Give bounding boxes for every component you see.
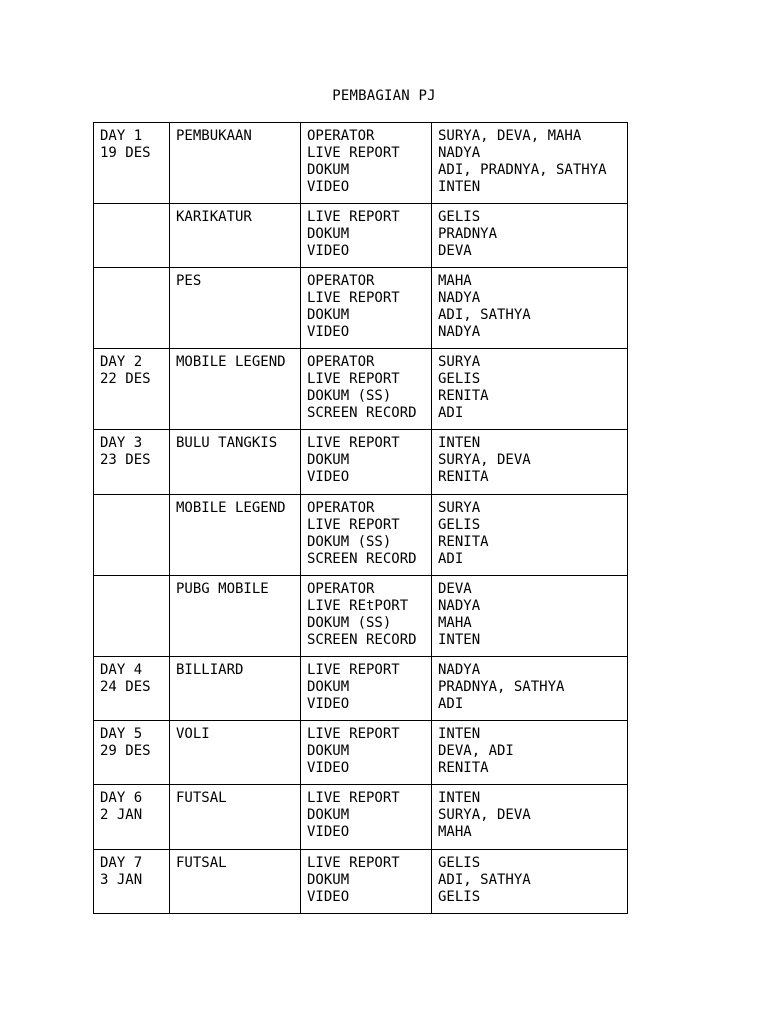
crew-cell-line: SURYA, DEVA [438, 452, 531, 468]
crew-cell-line: MAHA [438, 615, 472, 631]
task-cell [301, 657, 432, 721]
task-cell [301, 785, 432, 850]
crew-cell-line: INTEN [438, 790, 481, 806]
task-cell [301, 495, 432, 576]
task-cell-line: LIVE REPORT [307, 517, 400, 533]
crew-cell-line: DEVA [438, 243, 472, 259]
crew-cell-line: NADYA [438, 662, 481, 678]
day-cell-line: 2 JAN [100, 807, 143, 823]
event-cell [170, 268, 301, 349]
crew-cell-line: SURYA, DEVA, MAHA [438, 128, 582, 144]
day-cell [94, 850, 170, 914]
task-cell-line: DOKUM [307, 743, 350, 759]
task-cell-line: OPERATOR [307, 273, 375, 289]
day-cell [94, 268, 170, 349]
day-cell [94, 576, 170, 657]
crew-cell-line: GELIS [438, 371, 481, 387]
crew-cell-line: SURYA [438, 500, 481, 516]
day-cell-line: DAY 1 [100, 128, 143, 144]
task-cell-line: DOKUM (SS) [307, 388, 392, 404]
crew-cell-line: ADI [438, 405, 464, 421]
task-cell-line: OPERATOR [307, 354, 375, 370]
task-cell [301, 204, 432, 268]
crew-cell-line: NADYA [438, 145, 481, 161]
crew-cell [432, 204, 628, 268]
event-name: PES [176, 273, 202, 289]
crew-cell-line: MAHA [438, 824, 472, 840]
crew-cell-line: DEVA [438, 581, 472, 597]
task-cell-line: DOKUM [307, 226, 350, 242]
task-cell-line: LIVE REPORT [307, 662, 400, 678]
task-cell-line: VIDEO [307, 760, 350, 776]
task-cell-line: LIVE REPORT [307, 371, 400, 387]
event-name: MOBILE LEGEND [176, 500, 286, 516]
crew-cell-line: GELIS [438, 855, 481, 871]
task-cell [301, 123, 432, 204]
task-cell-line: LIVE REtPORT [307, 598, 409, 614]
crew-cell-line: NADYA [438, 598, 481, 614]
event-cell [170, 785, 301, 850]
task-cell-line: VIDEO [307, 179, 350, 195]
event-cell [170, 495, 301, 576]
task-cell-line: LIVE REPORT [307, 290, 400, 306]
crew-cell-line: ADI, SATHYA [438, 307, 531, 323]
crew-cell [432, 268, 628, 349]
event-cell [170, 721, 301, 785]
event-name: FUTSAL [176, 790, 227, 806]
task-cell-line: VIDEO [307, 469, 350, 485]
crew-cell-line: ADI [438, 696, 464, 712]
crew-cell-line: ADI, SATHYA [438, 872, 531, 888]
task-cell [301, 430, 432, 495]
crew-cell-line: GELIS [438, 209, 481, 225]
crew-cell [432, 576, 628, 657]
crew-cell-line: RENITA [438, 534, 489, 550]
day-cell-line: 19 DES [100, 145, 151, 161]
day-cell [94, 785, 170, 850]
event-cell [170, 349, 301, 430]
task-cell-line: LIVE REPORT [307, 855, 400, 871]
event-name: FUTSAL [176, 855, 227, 871]
task-cell-line: LIVE REPORT [307, 790, 400, 806]
task-cell-line: LIVE REPORT [307, 209, 400, 225]
day-cell-line: DAY 3 [100, 435, 143, 451]
crew-cell-line: GELIS [438, 889, 481, 905]
table-row [94, 657, 628, 721]
event-name: PEMBUKAAN [176, 128, 252, 144]
crew-cell-line: RENITA [438, 388, 489, 404]
table-row [94, 576, 628, 657]
day-cell-line: DAY 4 [100, 662, 143, 678]
day-cell [94, 349, 170, 430]
task-cell [301, 576, 432, 657]
event-name: BILLIARD [176, 662, 244, 678]
day-cell-line: 23 DES [100, 452, 151, 468]
task-cell-line: OPERATOR [307, 581, 375, 597]
day-cell-line: 24 DES [100, 679, 151, 695]
day-cell-line: DAY 7 [100, 855, 143, 871]
crew-cell [432, 430, 628, 495]
crew-cell-line: PRADNYA [438, 226, 498, 242]
task-cell-line: VIDEO [307, 696, 350, 712]
task-cell-line: DOKUM (SS) [307, 615, 392, 631]
crew-cell-line: ADI [438, 551, 464, 567]
event-name: VOLI [176, 726, 210, 742]
crew-cell-line: INTEN [438, 726, 481, 742]
crew-cell-line: SURYA, DEVA [438, 807, 531, 823]
task-cell-line: VIDEO [307, 824, 350, 840]
assignment-table [93, 122, 628, 914]
crew-cell [432, 123, 628, 204]
task-cell-line: DOKUM [307, 872, 350, 888]
day-cell [94, 495, 170, 576]
table-row [94, 495, 628, 576]
day-cell [94, 204, 170, 268]
event-cell [170, 576, 301, 657]
table-row [94, 721, 628, 785]
task-cell-line: DOKUM [307, 307, 350, 323]
task-cell [301, 349, 432, 430]
event-cell [170, 430, 301, 495]
crew-cell [432, 495, 628, 576]
day-cell [94, 430, 170, 495]
task-cell-line: LIVE REPORT [307, 435, 400, 451]
day-cell-line: DAY 2 [100, 354, 143, 370]
event-cell [170, 850, 301, 914]
crew-cell-line: NADYA [438, 324, 481, 340]
task-cell [301, 268, 432, 349]
crew-cell-line: SURYA [438, 354, 481, 370]
table-row [94, 785, 628, 850]
crew-cell [432, 721, 628, 785]
table-row [94, 204, 628, 268]
crew-cell [432, 349, 628, 430]
event-name: MOBILE LEGEND [176, 354, 286, 370]
task-cell-line: OPERATOR [307, 128, 375, 144]
crew-cell-line: PRADNYA, SATHYA [438, 679, 565, 695]
day-cell-line: 3 JAN [100, 872, 143, 888]
event-cell [170, 204, 301, 268]
table-row [94, 268, 628, 349]
crew-cell-line: INTEN [438, 435, 481, 451]
table-row [94, 850, 628, 914]
event-name: KARIKATUR [176, 209, 252, 225]
task-cell-line: LIVE REPORT [307, 145, 400, 161]
day-cell-line: 22 DES [100, 371, 151, 387]
crew-cell-line: ADI, PRADNYA, SATHYA [438, 162, 607, 178]
task-cell-line: SCREEN RECORD [307, 405, 417, 421]
crew-cell-line: GELIS [438, 517, 481, 533]
crew-cell-line: INTEN [438, 632, 481, 648]
task-cell-line: DOKUM [307, 452, 350, 468]
table-row [94, 430, 628, 495]
task-cell-line: DOKUM (SS) [307, 534, 392, 550]
task-cell [301, 721, 432, 785]
crew-cell-line: RENITA [438, 469, 489, 485]
task-cell [301, 850, 432, 914]
task-cell-line: LIVE REPORT [307, 726, 400, 742]
day-cell-line: DAY 5 [100, 726, 143, 742]
crew-cell-line: RENITA [438, 760, 489, 776]
event-name: PUBG MOBILE [176, 581, 269, 597]
task-cell-line: DOKUM [307, 807, 350, 823]
task-cell-line: DOKUM [307, 679, 350, 695]
task-cell-line: SCREEN RECORD [307, 551, 417, 567]
crew-cell [432, 657, 628, 721]
assignment-table-body [94, 123, 628, 914]
crew-cell-line: DEVA, ADI [438, 743, 514, 759]
table-row [94, 349, 628, 430]
event-name: BULU TANGKIS [176, 435, 278, 451]
crew-cell [432, 850, 628, 914]
crew-cell [432, 785, 628, 850]
day-cell-line: 29 DES [100, 743, 151, 759]
task-cell-line: VIDEO [307, 243, 350, 259]
task-cell-line: DOKUM [307, 162, 350, 178]
event-cell [170, 657, 301, 721]
task-cell-line: OPERATOR [307, 500, 375, 516]
day-cell-line: DAY 6 [100, 790, 143, 806]
crew-cell-line: NADYA [438, 290, 481, 306]
day-cell [94, 123, 170, 204]
event-cell [170, 123, 301, 204]
crew-cell-line: MAHA [438, 273, 472, 289]
task-cell-line: VIDEO [307, 889, 350, 905]
document-title: PEMBAGIAN PJ [332, 88, 436, 104]
day-cell [94, 657, 170, 721]
task-cell-line: SCREEN RECORD [307, 632, 417, 648]
task-cell-line: VIDEO [307, 324, 350, 340]
day-cell [94, 721, 170, 785]
table-row [94, 123, 628, 204]
crew-cell-line: INTEN [438, 179, 481, 195]
